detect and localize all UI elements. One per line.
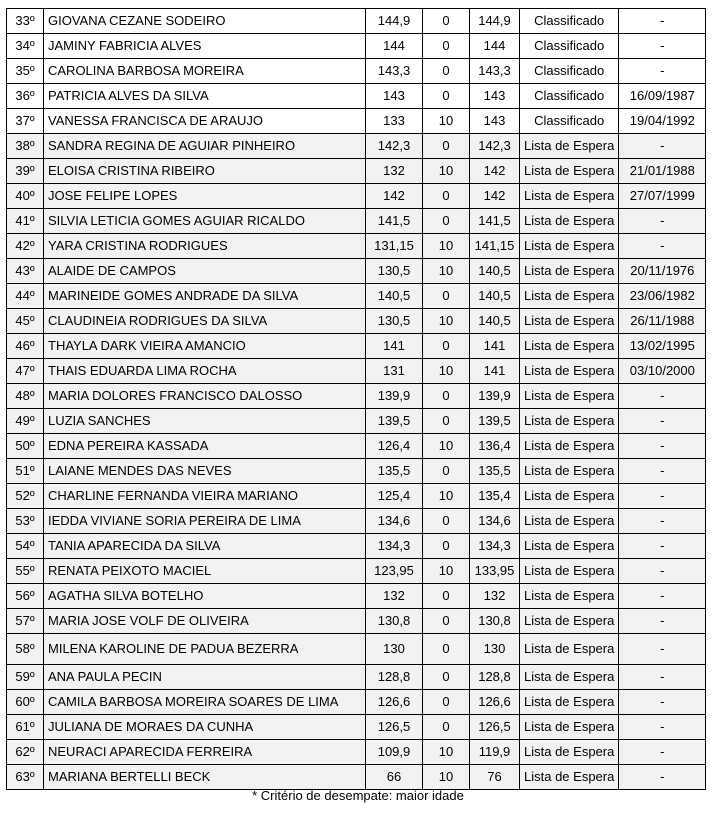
score-cell: 139,9 — [366, 384, 423, 409]
birth-date-cell: - — [619, 484, 706, 509]
candidate-name-cell: MARINEIDE GOMES ANDRADE DA SILVA — [44, 284, 366, 309]
bonus-cell: 0 — [423, 459, 470, 484]
bonus-cell: 0 — [423, 34, 470, 59]
total-score-cell: 130 — [470, 634, 520, 665]
candidate-name-cell: SILVIA LETICIA GOMES AGUIAR RICALDO — [44, 209, 366, 234]
bonus-cell: 0 — [423, 184, 470, 209]
bonus-cell: 10 — [423, 484, 470, 509]
total-score-cell: 136,4 — [470, 434, 520, 459]
table-row — [7, 534, 706, 559]
score-cell: 144 — [366, 34, 423, 59]
position-cell: 55º — [7, 559, 44, 584]
status-cell: Lista de Espera — [520, 434, 619, 459]
table-row — [7, 459, 706, 484]
score-cell: 141,5 — [366, 209, 423, 234]
birth-date-cell: - — [619, 715, 706, 740]
total-score-cell: 135,4 — [470, 484, 520, 509]
candidate-name-cell: MARIANA BERTELLI BECK — [44, 765, 366, 790]
bonus-cell: 0 — [423, 584, 470, 609]
total-score-cell: 139,5 — [470, 409, 520, 434]
birth-date-cell: - — [619, 584, 706, 609]
total-score-cell: 134,6 — [470, 509, 520, 534]
bonus-cell: 0 — [423, 59, 470, 84]
birth-date-cell: - — [619, 434, 706, 459]
table-row — [7, 609, 706, 634]
birth-date-cell: 13/02/1995 — [619, 334, 706, 359]
total-score-cell: 140,5 — [470, 284, 520, 309]
score-cell: 126,5 — [366, 715, 423, 740]
birth-date-cell: - — [619, 459, 706, 484]
table-row — [7, 634, 706, 665]
table-row — [7, 84, 706, 109]
candidate-name-cell: CLAUDINEIA RODRIGUES DA SILVA — [44, 309, 366, 334]
status-cell: Classificado — [520, 59, 619, 84]
status-cell: Lista de Espera — [520, 534, 619, 559]
bonus-cell: 10 — [423, 559, 470, 584]
bonus-cell: 0 — [423, 690, 470, 715]
total-score-cell: 128,8 — [470, 665, 520, 690]
table-row — [7, 209, 706, 234]
total-score-cell: 119,9 — [470, 740, 520, 765]
total-score-cell: 143 — [470, 84, 520, 109]
birth-date-cell: - — [619, 765, 706, 790]
bonus-cell: 0 — [423, 409, 470, 434]
results-table-body — [7, 9, 706, 790]
bonus-cell: 0 — [423, 609, 470, 634]
status-cell: Lista de Espera — [520, 509, 619, 534]
status-cell: Lista de Espera — [520, 184, 619, 209]
table-row — [7, 284, 706, 309]
status-cell: Lista de Espera — [520, 484, 619, 509]
candidate-name-cell: CAMILA BARBOSA MOREIRA SOARES DE LIMA — [44, 690, 366, 715]
table-row — [7, 690, 706, 715]
score-cell: 130 — [366, 634, 423, 665]
position-cell: 56º — [7, 584, 44, 609]
status-cell: Lista de Espera — [520, 209, 619, 234]
status-cell: Lista de Espera — [520, 159, 619, 184]
score-cell: 134,6 — [366, 509, 423, 534]
position-cell: 63º — [7, 765, 44, 790]
table-row — [7, 159, 706, 184]
table-row — [7, 715, 706, 740]
score-cell: 135,5 — [366, 459, 423, 484]
results-table — [6, 8, 706, 790]
candidate-name-cell: EDNA PEREIRA KASSADA — [44, 434, 366, 459]
table-row — [7, 134, 706, 159]
candidate-name-cell: VANESSA FRANCISCA DE ARAUJO — [44, 109, 366, 134]
position-cell: 42º — [7, 234, 44, 259]
bonus-cell: 0 — [423, 715, 470, 740]
candidate-name-cell: IEDDA VIVIANE SORIA PEREIRA DE LIMA — [44, 509, 366, 534]
score-cell: 128,8 — [366, 665, 423, 690]
status-cell: Lista de Espera — [520, 409, 619, 434]
status-cell: Lista de Espera — [520, 609, 619, 634]
position-cell: 43º — [7, 259, 44, 284]
total-score-cell: 142,3 — [470, 134, 520, 159]
candidate-name-cell: LAIANE MENDES DAS NEVES — [44, 459, 366, 484]
birth-date-cell: - — [619, 209, 706, 234]
status-cell: Lista de Espera — [520, 584, 619, 609]
candidate-name-cell: MARIA JOSE VOLF DE OLIVEIRA — [44, 609, 366, 634]
bonus-cell: 0 — [423, 534, 470, 559]
status-cell: Lista de Espera — [520, 690, 619, 715]
table-row — [7, 765, 706, 790]
birth-date-cell: - — [619, 234, 706, 259]
candidate-name-cell: JAMINY FABRICIA ALVES — [44, 34, 366, 59]
candidate-name-cell: ANA PAULA PECIN — [44, 665, 366, 690]
birth-date-cell: - — [619, 59, 706, 84]
position-cell: 40º — [7, 184, 44, 209]
bonus-cell: 0 — [423, 334, 470, 359]
table-row — [7, 434, 706, 459]
bonus-cell: 0 — [423, 209, 470, 234]
candidate-name-cell: JOSE FELIPE LOPES — [44, 184, 366, 209]
birth-date-cell: - — [619, 609, 706, 634]
birth-date-cell: - — [619, 740, 706, 765]
score-cell: 126,4 — [366, 434, 423, 459]
total-score-cell: 126,6 — [470, 690, 520, 715]
birth-date-cell: - — [619, 665, 706, 690]
position-cell: 54º — [7, 534, 44, 559]
birth-date-cell: 21/01/1988 — [619, 159, 706, 184]
score-cell: 144,9 — [366, 9, 423, 34]
total-score-cell: 132 — [470, 584, 520, 609]
total-score-cell: 141,15 — [470, 234, 520, 259]
candidate-name-cell: RENATA PEIXOTO MACIEL — [44, 559, 366, 584]
position-cell: 57º — [7, 609, 44, 634]
position-cell: 51º — [7, 459, 44, 484]
status-cell: Lista de Espera — [520, 309, 619, 334]
birth-date-cell: 16/09/1987 — [619, 84, 706, 109]
birth-date-cell: - — [619, 690, 706, 715]
status-cell: Lista de Espera — [520, 715, 619, 740]
candidate-name-cell: TANIA APARECIDA DA SILVA — [44, 534, 366, 559]
bonus-cell: 10 — [423, 309, 470, 334]
status-cell: Classificado — [520, 34, 619, 59]
bonus-cell: 10 — [423, 109, 470, 134]
total-score-cell: 142 — [470, 159, 520, 184]
total-score-cell: 126,5 — [470, 715, 520, 740]
candidate-name-cell: ALAIDE DE CAMPOS — [44, 259, 366, 284]
candidate-name-cell: PATRICIA ALVES DA SILVA — [44, 84, 366, 109]
score-cell: 132 — [366, 159, 423, 184]
candidate-name-cell: GIOVANA CEZANE SODEIRO — [44, 9, 366, 34]
position-cell: 48º — [7, 384, 44, 409]
table-row — [7, 184, 706, 209]
score-cell: 133 — [366, 109, 423, 134]
status-cell: Lista de Espera — [520, 359, 619, 384]
bonus-cell: 0 — [423, 134, 470, 159]
position-cell: 45º — [7, 309, 44, 334]
score-cell: 126,6 — [366, 690, 423, 715]
bonus-cell: 0 — [423, 509, 470, 534]
status-cell: Classificado — [520, 109, 619, 134]
position-cell: 53º — [7, 509, 44, 534]
position-cell: 44º — [7, 284, 44, 309]
position-cell: 41º — [7, 209, 44, 234]
table-row — [7, 109, 706, 134]
bonus-cell: 0 — [423, 665, 470, 690]
bonus-cell: 0 — [423, 634, 470, 665]
table-row — [7, 740, 706, 765]
candidate-name-cell: CHARLINE FERNANDA VIEIRA MARIANO — [44, 484, 366, 509]
table-row — [7, 59, 706, 84]
status-cell: Lista de Espera — [520, 384, 619, 409]
position-cell: 46º — [7, 334, 44, 359]
birth-date-cell: - — [619, 559, 706, 584]
total-score-cell: 143,3 — [470, 59, 520, 84]
status-cell: Lista de Espera — [520, 234, 619, 259]
birth-date-cell: 23/06/1982 — [619, 284, 706, 309]
candidate-name-cell: AGATHA SILVA BOTELHO — [44, 584, 366, 609]
candidate-name-cell: ELOISA CRISTINA RIBEIRO — [44, 159, 366, 184]
score-cell: 142,3 — [366, 134, 423, 159]
table-row — [7, 584, 706, 609]
position-cell: 35º — [7, 59, 44, 84]
score-cell: 134,3 — [366, 534, 423, 559]
table-row — [7, 665, 706, 690]
candidate-name-cell: MARIA DOLORES FRANCISCO DALOSSO — [44, 384, 366, 409]
score-cell: 131,15 — [366, 234, 423, 259]
status-cell: Lista de Espera — [520, 459, 619, 484]
score-cell: 143,3 — [366, 59, 423, 84]
birth-date-cell: - — [619, 384, 706, 409]
bonus-cell: 10 — [423, 234, 470, 259]
score-cell: 131 — [366, 359, 423, 384]
position-cell: 49º — [7, 409, 44, 434]
position-cell: 58º — [7, 634, 44, 665]
position-cell: 33º — [7, 9, 44, 34]
status-cell: Lista de Espera — [520, 559, 619, 584]
status-cell: Lista de Espera — [520, 740, 619, 765]
bonus-cell: 10 — [423, 259, 470, 284]
candidate-name-cell: MILENA KAROLINE DE PADUA BEZERRA — [44, 634, 366, 665]
birth-date-cell: 26/11/1988 — [619, 309, 706, 334]
birth-date-cell: 27/07/1999 — [619, 184, 706, 209]
birth-date-cell: - — [619, 34, 706, 59]
bonus-cell: 0 — [423, 84, 470, 109]
score-cell: 142 — [366, 184, 423, 209]
birth-date-cell: - — [619, 534, 706, 559]
total-score-cell: 134,3 — [470, 534, 520, 559]
status-cell: Lista de Espera — [520, 259, 619, 284]
position-cell: 62º — [7, 740, 44, 765]
candidate-name-cell: THAIS EDUARDA LIMA ROCHA — [44, 359, 366, 384]
score-cell: 109,9 — [366, 740, 423, 765]
position-cell: 52º — [7, 484, 44, 509]
score-cell: 141 — [366, 334, 423, 359]
score-cell: 130,5 — [366, 259, 423, 284]
score-cell: 125,4 — [366, 484, 423, 509]
score-cell: 130,8 — [366, 609, 423, 634]
table-row — [7, 334, 706, 359]
bonus-cell: 10 — [423, 765, 470, 790]
birth-date-cell: 03/10/2000 — [619, 359, 706, 384]
table-row — [7, 359, 706, 384]
total-score-cell: 141 — [470, 359, 520, 384]
status-cell: Lista de Espera — [520, 134, 619, 159]
candidate-name-cell: THAYLA DARK VIEIRA AMANCIO — [44, 334, 366, 359]
bonus-cell: 10 — [423, 159, 470, 184]
table-row — [7, 9, 706, 34]
birth-date-cell: - — [619, 634, 706, 665]
candidate-name-cell: LUZIA SANCHES — [44, 409, 366, 434]
total-score-cell: 76 — [470, 765, 520, 790]
position-cell: 47º — [7, 359, 44, 384]
total-score-cell: 139,9 — [470, 384, 520, 409]
position-cell: 37º — [7, 109, 44, 134]
candidate-name-cell: NEURACI APARECIDA FERREIRA — [44, 740, 366, 765]
total-score-cell: 144 — [470, 34, 520, 59]
bonus-cell: 0 — [423, 384, 470, 409]
candidate-name-cell: SANDRA REGINA DE AGUIAR PINHEIRO — [44, 134, 366, 159]
table-row — [7, 384, 706, 409]
birth-date-cell: 19/04/1992 — [619, 109, 706, 134]
birth-date-cell: - — [619, 409, 706, 434]
score-cell: 123,95 — [366, 559, 423, 584]
status-cell: Lista de Espera — [520, 334, 619, 359]
birth-date-cell: - — [619, 134, 706, 159]
total-score-cell: 133,95 — [470, 559, 520, 584]
position-cell: 61º — [7, 715, 44, 740]
table-row — [7, 259, 706, 284]
bonus-cell: 10 — [423, 740, 470, 765]
total-score-cell: 141,5 — [470, 209, 520, 234]
score-cell: 140,5 — [366, 284, 423, 309]
total-score-cell: 143 — [470, 109, 520, 134]
status-cell: Lista de Espera — [520, 665, 619, 690]
birth-date-cell: - — [619, 509, 706, 534]
birth-date-cell: - — [619, 9, 706, 34]
table-row — [7, 409, 706, 434]
score-cell: 132 — [366, 584, 423, 609]
bonus-cell: 0 — [423, 284, 470, 309]
position-cell: 36º — [7, 84, 44, 109]
position-cell: 50º — [7, 434, 44, 459]
position-cell: 34º — [7, 34, 44, 59]
score-cell: 139,5 — [366, 409, 423, 434]
bonus-cell: 10 — [423, 359, 470, 384]
status-cell: Classificado — [520, 9, 619, 34]
candidate-name-cell: JULIANA DE MORAES DA CUNHA — [44, 715, 366, 740]
total-score-cell: 130,8 — [470, 609, 520, 634]
table-row — [7, 309, 706, 334]
status-cell: Lista de Espera — [520, 284, 619, 309]
position-cell: 39º — [7, 159, 44, 184]
total-score-cell: 140,5 — [470, 309, 520, 334]
score-cell: 143 — [366, 84, 423, 109]
table-row — [7, 484, 706, 509]
birth-date-cell: 20/11/1976 — [619, 259, 706, 284]
score-cell: 66 — [366, 765, 423, 790]
position-cell: 60º — [7, 690, 44, 715]
status-cell: Classificado — [520, 84, 619, 109]
position-cell: 38º — [7, 134, 44, 159]
table-row — [7, 234, 706, 259]
total-score-cell: 144,9 — [470, 9, 520, 34]
bonus-cell: 0 — [423, 9, 470, 34]
table-row — [7, 559, 706, 584]
total-score-cell: 140,5 — [470, 259, 520, 284]
table-row — [7, 34, 706, 59]
total-score-cell: 141 — [470, 334, 520, 359]
status-cell: Lista de Espera — [520, 634, 619, 665]
candidate-name-cell: CAROLINA BARBOSA MOREIRA — [44, 59, 366, 84]
bonus-cell: 10 — [423, 434, 470, 459]
total-score-cell: 135,5 — [470, 459, 520, 484]
table-row — [7, 509, 706, 534]
score-cell: 130,5 — [366, 309, 423, 334]
candidate-name-cell: YARA CRISTINA RODRIGUES — [44, 234, 366, 259]
status-cell: Lista de Espera — [520, 765, 619, 790]
tiebreak-footnote: * Critério de desempate: maior idade — [252, 788, 464, 803]
position-cell: 59º — [7, 665, 44, 690]
total-score-cell: 142 — [470, 184, 520, 209]
